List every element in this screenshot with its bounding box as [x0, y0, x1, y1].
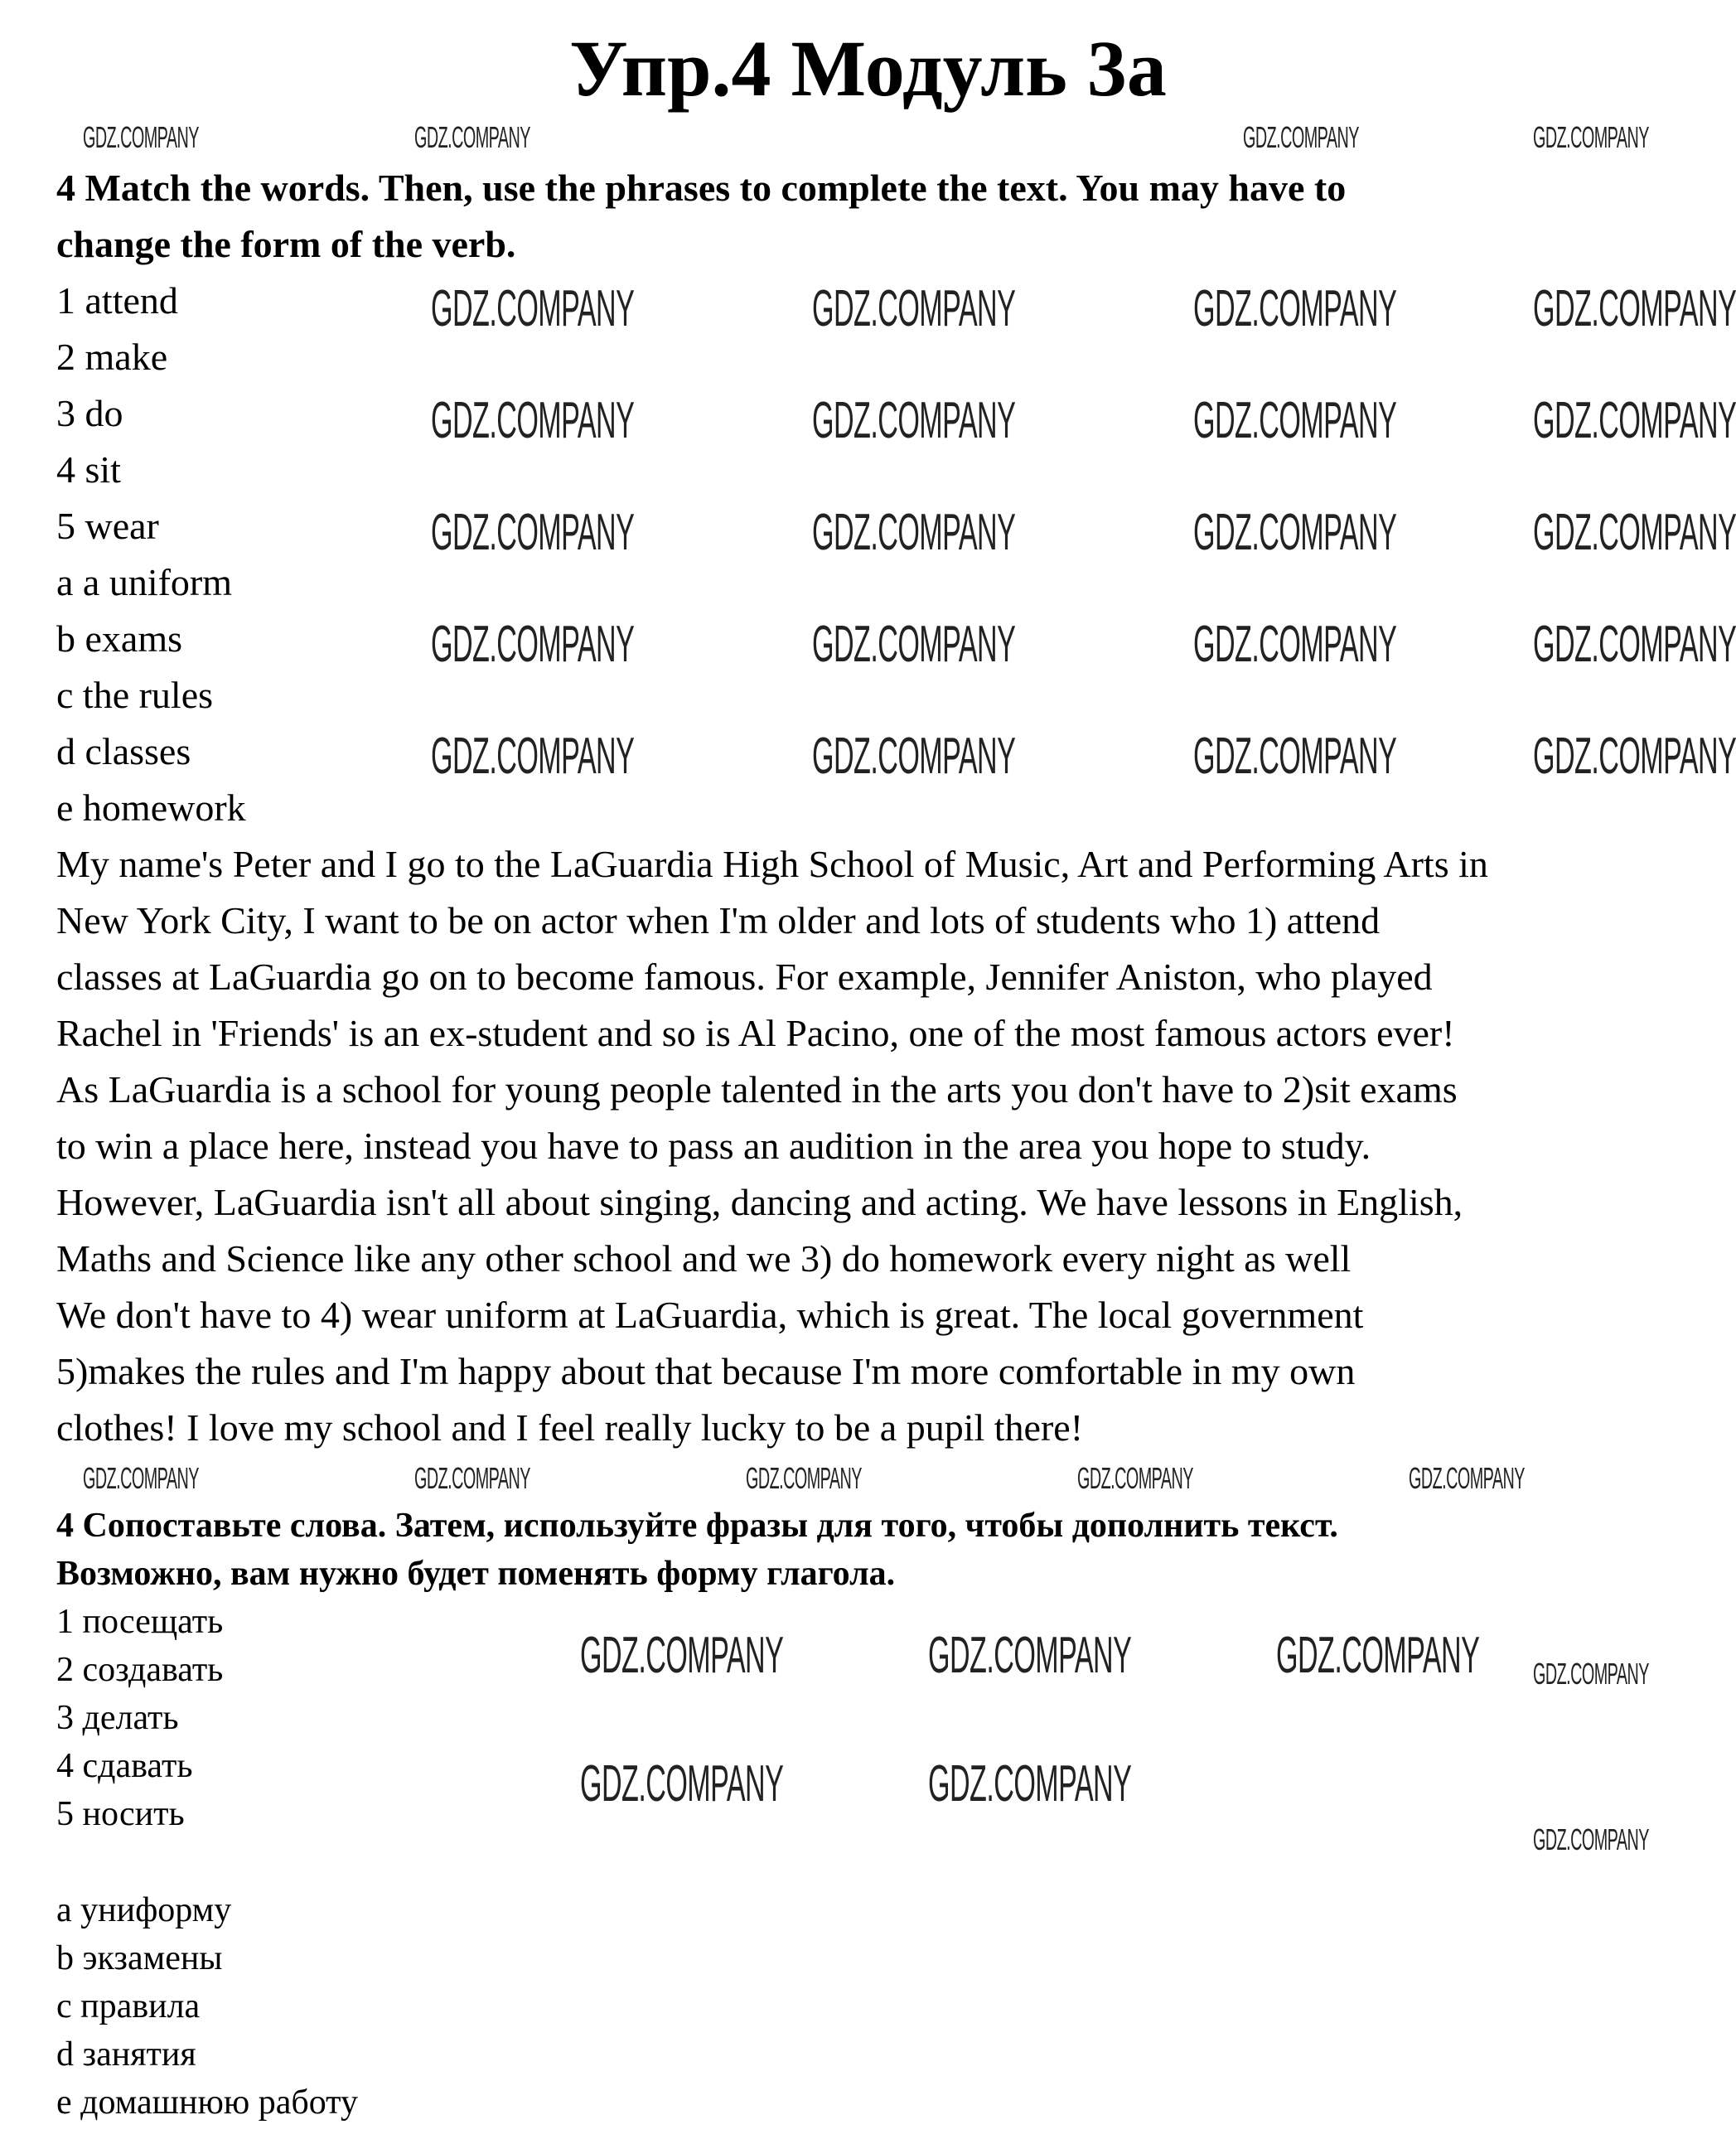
russian-exercise [56, 1502, 1338, 2127]
word-item: 5 wear [56, 505, 159, 547]
watermark: GDZ.COMPANY [1409, 1461, 1525, 1495]
paragraph-line: clothes! I love my school and I feel really lucky to be a pupil there! [56, 1406, 1084, 1449]
paragraph-line: My name's Peter and I go to the LaGuardia High School of Music, Art and Performing Arts in [56, 843, 1488, 885]
paragraph-line: to win a place here, instead you have to pass an audition in the area you hope to study. [56, 1125, 1371, 1167]
watermark: GDZ.COMPANY [746, 1461, 862, 1495]
watermark: GDZ.COMPANY [1533, 280, 1736, 337]
phrase-item: d classes [56, 730, 191, 772]
watermark: GDZ.COMPANY [1533, 1657, 1649, 1691]
exercise-heading: 4 Match the words. Then, use the phrases to complete the text. You may have to [56, 167, 1347, 209]
watermark: GDZ.COMPANY [812, 616, 1016, 673]
paragraph-line: New York City, I want to be on actor when I'm older and lots of students who 1) attend [56, 899, 1381, 941]
word-item: 1 посещать [56, 1603, 224, 1641]
watermark: GDZ.COMPANY [928, 1627, 1132, 1684]
english-exercise [56, 160, 1488, 1456]
word-item: 5 носить [56, 1795, 185, 1833]
watermark: GDZ.COMPANY [83, 120, 199, 154]
exercise-heading: Возможно, вам нужно будет поменять форму глагола. [56, 1555, 896, 1593]
watermark: GDZ.COMPANY [812, 280, 1016, 337]
paragraph-line: We don't have to 4) wear uniform at LaGuardia, which is great. The local government [56, 1294, 1364, 1336]
watermark: GDZ.COMPANY [1193, 392, 1397, 449]
watermark: GDZ.COMPANY [1533, 392, 1736, 449]
watermark: GDZ.COMPANY [580, 1627, 784, 1684]
watermark: GDZ.COMPANY [1077, 1461, 1193, 1495]
watermark: GDZ.COMPANY [1533, 1822, 1649, 1856]
watermark: GDZ.COMPANY [1193, 280, 1397, 337]
paragraph-line: As LaGuardia is a school for young people talented in the arts you don't have to 2)sit exams [56, 1068, 1458, 1111]
watermark: GDZ.COMPANY [431, 392, 635, 449]
phrase-item: e homework [56, 786, 246, 829]
paragraph-line: classes at LaGuardia go on to become famous. For example, Jennifer Aniston, who played [56, 956, 1433, 998]
watermark: GDZ.COMPANY [580, 1755, 784, 1812]
word-item: 4 sit [56, 448, 121, 491]
phrase-item: b exams [56, 617, 183, 660]
paragraph-line: Maths and Science like any other school and we 3) do homework every night as well [56, 1237, 1352, 1280]
watermark: GDZ.COMPANY [1193, 504, 1397, 561]
watermark: GDZ.COMPANY [1193, 728, 1397, 785]
phrase-item: e домашнюю работу [56, 2083, 358, 2122]
phrase-item: c правила [56, 1987, 201, 2025]
watermark: GDZ.COMPANY [812, 392, 1016, 449]
phrase-item: d занятия [56, 2035, 196, 2074]
phrase-item: b экзамены [56, 1939, 223, 1977]
word-item: 2 make [56, 336, 168, 378]
watermark: GDZ.COMPANY [431, 280, 635, 337]
paragraph-line: Rachel in 'Friends' is an ex-student and so is Al Pacino, one of the most famous actors ever! [56, 1012, 1455, 1054]
watermark: GDZ.COMPANY [1533, 120, 1649, 154]
watermark: GDZ.COMPANY [1533, 504, 1736, 561]
word-item: 2 создавать [56, 1651, 224, 1689]
watermark: GDZ.COMPANY [414, 1461, 530, 1495]
paragraph-line: However, LaGuardia isn't all about singing, dancing and acting. We have lessons in English, [56, 1181, 1463, 1223]
watermark: GDZ.COMPANY [1243, 120, 1359, 154]
word-item: 3 do [56, 392, 123, 434]
watermark: GDZ.COMPANY [431, 504, 635, 561]
phrase-item: a a uniform [56, 561, 233, 603]
watermark: GDZ.COMPANY [1193, 616, 1397, 673]
exercise-heading: 4 Сопоставьте слова. Затем, используйте фразы для того, чтобы дополнить текст. [56, 1507, 1338, 1545]
watermark: GDZ.COMPANY [1533, 728, 1736, 785]
watermark: GDZ.COMPANY [431, 616, 635, 673]
watermark: GDZ.COMPANY [431, 728, 635, 785]
paragraph-line: 5)makes the rules and I'm happy about that because I'm more comfortable in my own [56, 1350, 1356, 1392]
phrase-item: c the rules [56, 674, 214, 716]
exercise-heading: change the form of the verb. [56, 223, 516, 265]
phrase-item: a униформу [56, 1891, 232, 1929]
watermark: GDZ.COMPANY [1533, 616, 1736, 673]
page-title: Упр.4 Модуль 3а [569, 24, 1167, 113]
watermark: GDZ.COMPANY [812, 728, 1016, 785]
word-item: 4 сдавать [56, 1747, 193, 1785]
word-item: 3 делать [56, 1699, 179, 1737]
watermark: GDZ.COMPANY [1276, 1627, 1480, 1684]
watermark: GDZ.COMPANY [928, 1755, 1132, 1812]
word-item: 1 attend [56, 279, 178, 322]
watermark: GDZ.COMPANY [812, 504, 1016, 561]
watermark: GDZ.COMPANY [83, 1461, 199, 1495]
watermark: GDZ.COMPANY [414, 120, 530, 154]
